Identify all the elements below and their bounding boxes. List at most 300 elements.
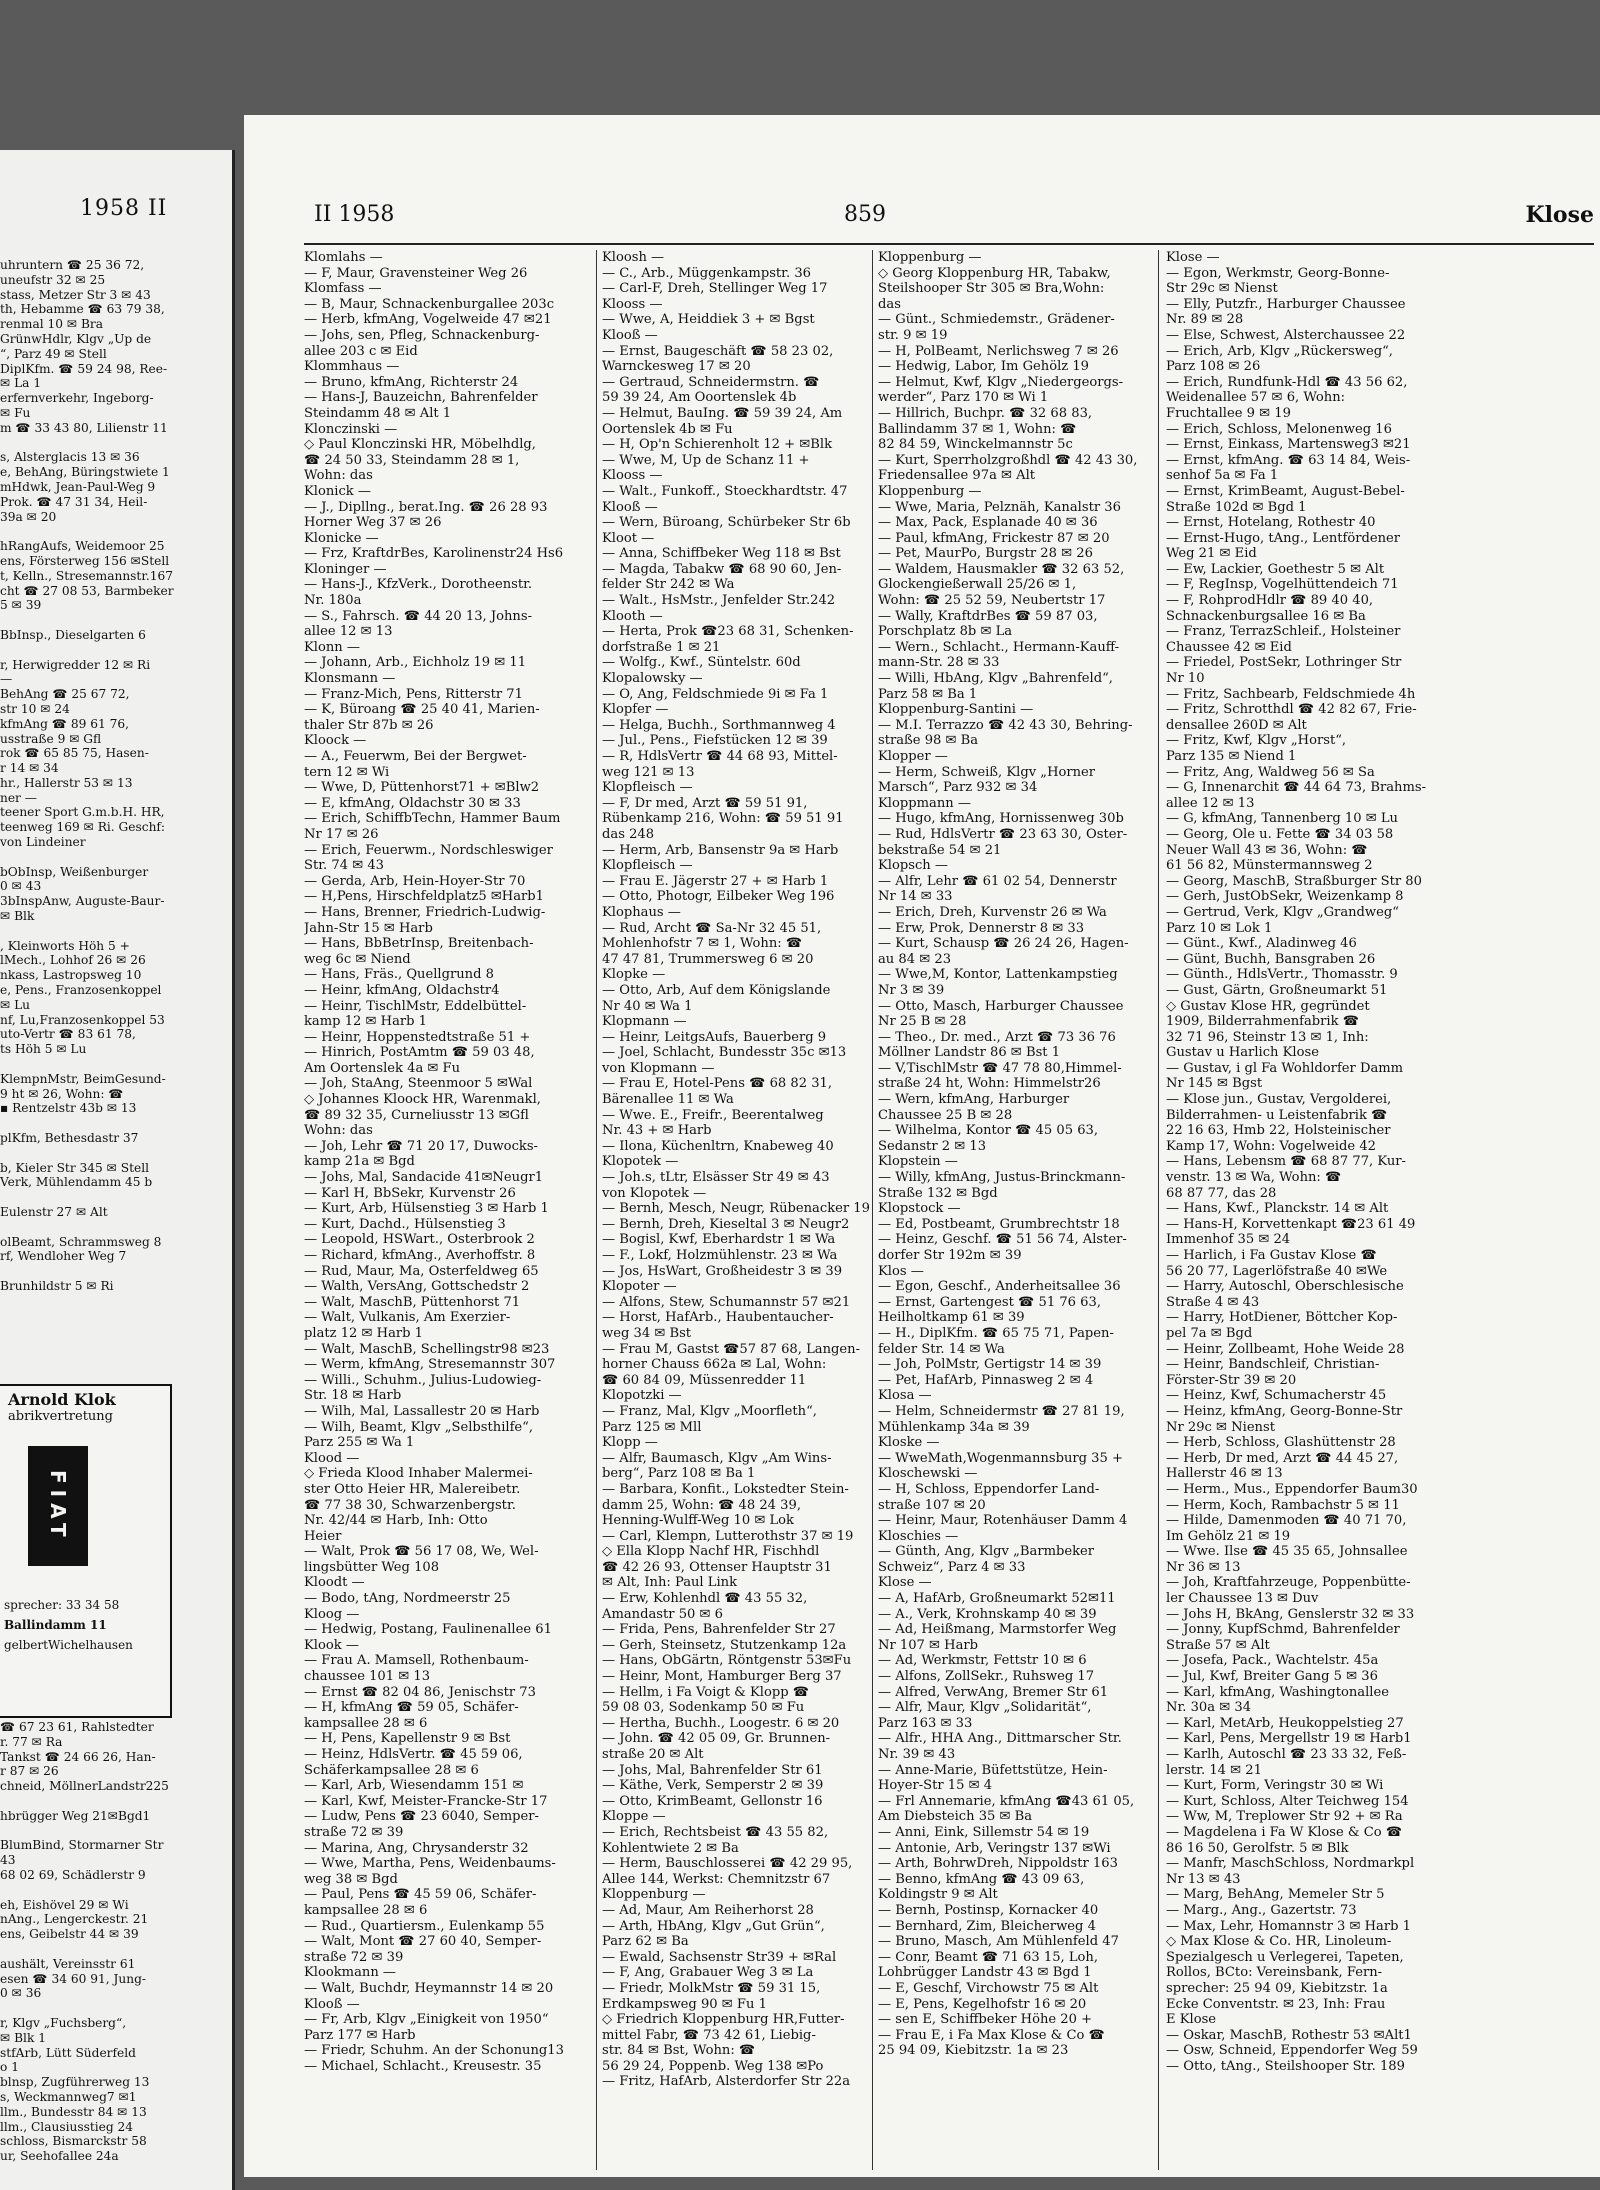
directory-entry-line: Klopalowsky —: [602, 671, 703, 687]
directory-entry-line: — Wwe, Maria, Pelznäh, Kanalstr 36: [878, 499, 1121, 515]
directory-entry-line: — Ernst-Hugo, tAng., Lentfördener: [1166, 530, 1401, 546]
directory-entry-line: — Helmut, BauIng. ☎ 59 39 24, Am: [602, 405, 843, 421]
directory-entry-line: — Hans, BbBetrInsp, Breitenbach-: [304, 936, 534, 952]
directory-entry-line: Kloock —: [304, 733, 367, 749]
directory-entry-line: Bärenallee 11 ✉ Wa: [602, 1092, 734, 1108]
directory-entry-line: — Carl-F, Dreh, Stellinger Weg 17: [602, 281, 828, 297]
directory-entry-line: — Johs, sen, Pfleg, Schnackenburg-: [304, 327, 540, 343]
directory-entry-line: Ecke Conventstr. ✉ 23, Inh: Frau: [1166, 1996, 1386, 2012]
directory-entry-line: — Fritz, Schrotthdl ☎ 42 82 67, Frie-: [1166, 702, 1417, 718]
directory-entry-line: — Karl H, BbSekr, Kurvenstr 26: [304, 1185, 516, 1201]
directory-entry-line: — Joh, Lehr ☎ 71 20 17, Duwocks-: [304, 1138, 538, 1154]
directory-entry-line: o 1: [0, 2060, 19, 2075]
directory-entry-line: uneufstr 32 ✉ 25: [0, 272, 106, 287]
directory-entry-line: Erdkampsweg 90 ✉ Fu 1: [602, 1996, 767, 2012]
directory-entry-line: Klopke —: [602, 967, 666, 983]
directory-entry-line: ☎ 60 84 09, Müssenredder 11: [602, 1372, 807, 1388]
directory-entry-line: — Erich, Feuerwm., Nordschleswiger: [304, 842, 553, 858]
directory-entry-line: das: [878, 296, 901, 312]
directory-entry-line: r 14 ✉ 34: [0, 761, 59, 776]
directory-entry-line: dorfstraße 1 ✉ 21: [602, 639, 721, 655]
directory-entry-line: ☎ 42 26 93, Ottenser Hauptstr 31: [602, 1559, 832, 1575]
directory-entry-line: 68 87 77, das 28: [1166, 1185, 1277, 1201]
directory-entry-line: — Marg, BehAng, Memeler Str 5: [1166, 1887, 1385, 1903]
directory-entry-line: Weidenallee 57 ✉ 6, Wohn:: [1166, 390, 1346, 406]
directory-entry-line: Klommhaus —: [304, 359, 400, 375]
directory-entry-line: ✉ La 1: [0, 376, 42, 391]
directory-entry-line: Klonczinski —: [304, 421, 398, 437]
directory-entry-line: ◇ Max Klose & Co. HR, Linoleum-: [1166, 1934, 1392, 1950]
directory-entry-line: werder“, Parz 170 ✉ Wi 1: [878, 390, 1049, 406]
directory-entry-line: — F, Maur, Gravensteiner Weg 26: [304, 265, 528, 281]
left-page-entries-bottom: [0, 1720, 225, 2164]
directory-entry-line: — Anna, Schiffbeker Weg 118 ✉ Bst: [602, 546, 841, 562]
directory-entry-line: Nr. 180a: [304, 593, 362, 609]
directory-entry-line: berg“, Parz 108 ✉ Ba 1: [602, 1466, 756, 1482]
directory-entry-line: str 10 ✉ 24: [0, 701, 70, 716]
directory-entry-line: — Karl, Arb, Wiesendamm 151 ✉: [304, 1778, 524, 1794]
directory-entry-line: Klopotzki —: [602, 1388, 682, 1404]
directory-entry-line: KlempnMstr, BeimGesund-: [0, 1071, 166, 1086]
directory-entry-line: Parz 255 ✉ Wa 1: [304, 1435, 415, 1451]
directory-entry-line: — F, Dr med, Arzt ☎ 59 51 91,: [602, 795, 808, 811]
directory-entry-line: — Ew, Lackier, Goethestr 5 ✉ Alt: [1166, 561, 1385, 577]
directory-entry-line: — Günt., Kwf., Aladinweg 46: [1166, 936, 1357, 952]
directory-entry-line: — Josefa, Pack., Wachtelstr. 45a: [1166, 1653, 1379, 1669]
directory-entry-line: Nr 145 ✉ Bgst: [1166, 1076, 1263, 1092]
directory-entry-line: — Helm, Schneidermstr ☎ 27 81 19,: [878, 1403, 1125, 1419]
directory-entry-line: esen ☎ 34 60 91, Jung-: [0, 1971, 146, 1986]
directory-entry-line: — Jonny, KupfSchmd, Bahrenfelder: [1166, 1622, 1400, 1638]
directory-entry-line: hr., Hallerstr 53 ✉ 13: [0, 775, 133, 790]
directory-entry-line: — Wwe,M, Kontor, Lattenkampstieg: [878, 967, 1118, 983]
directory-entry-line: [0, 524, 225, 539]
directory-entry-line: — Hillrich, Buchpr. ☎ 32 68 83,: [878, 405, 1093, 421]
directory-entry-line: Bilderrahmen- u Leistenfabrik ☎: [1166, 1107, 1388, 1123]
directory-entry-line: eh, Eishövel 29 ✉ Wi: [0, 1897, 129, 1912]
directory-entry-line: Am Diebsteich 35 ✉ Ba: [878, 1809, 1033, 1825]
directory-entry-line: — Kurt, Arb, Hülsenstieg 3 ✉ Harb 1: [304, 1201, 549, 1217]
ad-subtitle: abrikvertretung: [8, 1409, 113, 1424]
directory-entry-line: — Erich, Rundfunk-Hdl ☎ 43 56 62,: [1166, 374, 1408, 390]
directory-entry-line: Kloske —: [878, 1435, 940, 1451]
directory-entry-line: stass, Metzer Str 3 ✉ 43: [0, 287, 151, 302]
directory-entry-line: Klooss —: [602, 468, 663, 484]
directory-entry-line: kampsallee 28 ✉ 6: [304, 1715, 428, 1731]
directory-entry-line: — Karl, Kwf, Meister-Francke-Str 17: [304, 1793, 548, 1809]
directory-entry-line: — Fritz, Ang, Waldweg 56 ✉ Sa: [1166, 764, 1375, 780]
directory-entry-line: — WweMath,Wogenmannsburg 35 +: [878, 1450, 1123, 1466]
directory-entry-line: — Erich, Arb, Klgv „Rückersweg“,: [1166, 343, 1393, 359]
directory-entry-line: Hallerstr 46 ✉ 13: [1166, 1466, 1283, 1482]
directory-entry-line: — Fritz, Kwf, Klgv „Horst“,: [1166, 733, 1347, 749]
directory-entry-line: Marsch“, Parz 932 ✉ 34: [878, 780, 1038, 796]
directory-entry-line: ◇ Paul Klonczinski HR, Möbelhdlg,: [304, 437, 536, 453]
directory-entry-line: mann-Str. 28 ✉ 33: [878, 655, 1000, 671]
directory-entry-line: —: [0, 672, 13, 687]
directory-entry-line: — Kurt, Sperrholzgroßhdl ☎ 42 43 30,: [878, 452, 1138, 468]
directory-entry-line: weg 38 ✉ Bgd: [304, 1871, 398, 1887]
directory-entry-line: teener Sport G.m.b.H. HR,: [0, 805, 165, 820]
directory-entry-line: weg 6c ✉ Niend: [304, 951, 411, 967]
ad-phone: sprecher: 33 34 58: [4, 1598, 120, 1612]
left-page-header: 1958 II: [80, 196, 168, 221]
directory-entry-line: — Walt, MaschB, Schellingstr98 ✉23: [304, 1341, 550, 1357]
directory-entry-line: Nr. 30a ✉ 34: [1166, 1700, 1252, 1716]
directory-entry-line: allee 12 ✉ 13: [304, 624, 393, 640]
directory-entry-line: Klook —: [304, 1637, 359, 1653]
directory-entry-line: — Wern., Schlacht., Hermann-Kauff-: [878, 639, 1120, 655]
directory-entry-line: cht ☎ 27 08 53, Barmbeker: [0, 583, 174, 598]
directory-entry-line: — Karl, Pens, Mergellstr 19 ✉ Harb1: [1166, 1731, 1412, 1747]
directory-entry-line: — Heinr, LeitgsAufs, Bauerberg 9: [602, 1029, 827, 1045]
directory-entry-line: ens, Geibelstr 44 ✉ 39: [0, 1927, 139, 1942]
column-divider: [596, 250, 597, 2170]
directory-entry-line: — Arth, BohrwDreh, Nippoldstr 163: [878, 1856, 1118, 1872]
directory-entry-line: Weg 21 ✉ Eid: [1166, 546, 1257, 562]
directory-entry-line: Heier: [304, 1528, 342, 1544]
directory-entry-line: straße 72 ✉ 39: [304, 1949, 404, 1965]
directory-entry-line: Klooß —: [602, 499, 658, 515]
directory-entry-line: — Bogisl, Kwf, Eberhardstr 1 ✉ Wa: [602, 1232, 836, 1248]
directory-entry-line: Klopoter —: [602, 1279, 677, 1295]
directory-entry-line: Klopsch —: [878, 858, 948, 874]
directory-entry-line: — H, Schloss, Eppendorfer Land-: [878, 1481, 1100, 1497]
directory-entry-line: Klophaus —: [602, 904, 681, 920]
directory-entry-line: s, Alsterglacis 13 ✉ 36: [0, 450, 140, 465]
directory-entry-line: Klonicke —: [304, 530, 379, 546]
directory-entry-line: Neuer Wall 43 ✉ 36, Wohn: ☎: [1166, 842, 1368, 858]
directory-entry-line: Lohbrügger Landstr 43 ✉ Bgd 1: [878, 1965, 1092, 1981]
directory-entry-line: 25 94 09, Kiebitzstr. 1a ✉ 23: [878, 2043, 1069, 2059]
directory-entry-line: straße 98 ✉ Ba: [878, 733, 979, 749]
directory-entry-line: — Heinr, kfmAng, Oldachstr4: [304, 982, 500, 998]
directory-entry-line: — Johs, Mal, Sandacide 41✉Neugr1: [304, 1170, 544, 1186]
directory-entry-line: — Otto, Photogr, Eilbeker Weg 196: [602, 889, 835, 905]
directory-entry-line: Kloot —: [602, 530, 655, 546]
directory-entry-line: — Frau M, Gastst ☎57 87 68, Langen-: [602, 1341, 860, 1357]
directory-entry-line: Immenhof 35 ✉ 24: [1166, 1232, 1291, 1248]
directory-entry-line: — Gerh, JustObSekr, Weizenkamp 8: [1166, 889, 1404, 905]
directory-entry-line: — Alfons, ZollSekr., Ruhsweg 17: [878, 1669, 1095, 1685]
directory-entry-line: Parz 135 ✉ Niend 1: [1166, 749, 1297, 764]
directory-entry-line: teenweg 169 ✉ Ri. Geschf:: [0, 820, 166, 835]
directory-entry-line: — Benno, kfmAng ☎ 43 09 63,: [878, 1871, 1085, 1887]
directory-entry-line: — Bernh, Mesch, Neugr, Rübenacker 19: [602, 1201, 870, 1217]
directory-entry-line: straße 107 ✉ 20: [878, 1497, 986, 1513]
directory-entry-line: — Herb, Schloss, Glashüttenstr 28: [1166, 1435, 1396, 1451]
directory-entry-line: [0, 1220, 225, 1235]
directory-entry-line: — Wilh, Beamt, Klgv „Selbsthilfe“,: [304, 1419, 534, 1435]
directory-entry-line: — Gerda, Arb, Hein-Hoyer-Str 70: [304, 873, 526, 889]
directory-entry-line: Jahn-Str 15 ✉ Harb: [304, 920, 433, 936]
directory-entry-line: — Ad, Werkmstr, Fettstr 10 ✉ 6: [878, 1653, 1087, 1669]
directory-entry-line: Kloog —: [304, 1606, 360, 1622]
directory-entry-line: [0, 1116, 225, 1131]
directory-entry-line: — Walt, Prok ☎ 56 17 08, We, Wel-: [304, 1544, 539, 1560]
directory-entry-line: [0, 1190, 225, 1205]
directory-entry-line: Klopotek —: [602, 1154, 679, 1170]
directory-entry-line: Parz 108 ✉ 26: [1166, 359, 1261, 375]
directory-entry-line: — Wwe, D, Püttenhorst71 + ✉Blw2: [304, 780, 540, 796]
directory-entry-line: straße 24 ht, Wohn: Himmelstr26: [878, 1076, 1101, 1092]
directory-entry-line: BehAng ☎ 25 67 72,: [0, 687, 130, 702]
directory-entry-line: Straße 57 ✉ Alt: [1166, 1637, 1270, 1653]
directory-entry-line: Prok. ☎ 47 31 34, Heil-: [0, 494, 148, 509]
directory-entry-line: ◇ Georg Kloppenburg HR, Tabakw,: [878, 265, 1111, 281]
directory-entry-line: Friedensallee 97a ✉ Alt: [878, 468, 1036, 484]
directory-entry-line: — Herta, Prok ☎23 68 31, Schenken-: [602, 624, 854, 640]
directory-entry-line: — Karlh, Autoschl ☎ 23 33 32, Feß-: [1166, 1747, 1407, 1762]
page-header: [314, 202, 1594, 234]
directory-entry-line: ☎ 89 32 35, Curneliusstr 13 ✉Gfl: [304, 1107, 529, 1123]
directory-entry-line: — Günth, Ang, Klgv „Barmbeker: [878, 1544, 1095, 1560]
directory-entry-line: — Herm, Schweiß, Klgv „Horner: [878, 764, 1096, 780]
directory-entry-line: — Else, Schwest, Alsterchaussee 22: [1166, 327, 1406, 343]
directory-entry-line: Chaussee 42 ✉ Eid: [1166, 639, 1292, 655]
directory-entry-line: [0, 2001, 225, 2016]
directory-entry-line: — Horst, HafArb., Haubentaucher-: [602, 1310, 834, 1326]
directory-entry-line: — Franz, Mal, Klgv „Moorfleth“,: [602, 1403, 817, 1419]
directory-entry-line: — Arth, HbAng, Klgv „Gut Grün“,: [602, 1918, 825, 1934]
directory-entry-line: uhruntern ☎ 25 36 72,: [0, 258, 145, 272]
directory-entry-line: — Franz, TerrazSchleif., Holsteiner: [1166, 624, 1401, 640]
directory-entry-line: senhof 5a ✉ Fa 1: [1166, 468, 1279, 484]
directory-entry-line: — Ernst, Einkass, Martensweg3 ✉21: [1166, 437, 1411, 453]
directory-entry-line: — Walth, VersAng, Gottschedstr 2: [304, 1279, 530, 1295]
directory-entry-line: — Günth., HdlsVertr., Thomasstr. 9: [1166, 967, 1398, 983]
directory-entry-line: Nr 36 ✉ 13: [1166, 1559, 1241, 1575]
directory-entry-line: ◇ Gustav Klose HR, gegründet: [1166, 998, 1370, 1014]
directory-entry-line: Nr 10: [1166, 671, 1205, 687]
directory-entry-line: — Helmut, Kwf, Klgv „Niedergeorgs-: [878, 374, 1124, 390]
directory-entry-line: densallee 260D ✉ Alt: [1166, 717, 1307, 733]
directory-entry-line: 32 71 96, Steinstr 13 ✉ 1, Inh:: [1166, 1029, 1369, 1045]
directory-entry-line: von Klopotek —: [602, 1185, 707, 1201]
directory-entry-line: 0 ✉ 36: [0, 1986, 42, 2001]
directory-entry-line: 59 08 03, Sodenkamp 50 ✉ Fu: [602, 1700, 805, 1716]
directory-entry-line: — Alfr, Maur, Klgv „Solidarität“,: [878, 1700, 1092, 1716]
directory-column-2: [602, 250, 892, 2170]
directory-entry-line: nAng., Lengerckestr. 21: [0, 1912, 149, 1927]
directory-entry-line: — Max, Pack, Esplanade 40 ✉ 36: [878, 515, 1098, 531]
directory-entry-line: chaussee 101 ✉ 13: [304, 1669, 431, 1685]
directory-entry-line: von Klopmann —: [602, 1060, 715, 1076]
directory-entry-line: — Karl, kfmAng, Washingtonallee: [1166, 1684, 1389, 1700]
directory-entry-line: — M.I. Terrazzo ☎ 42 43 30, Behring-: [878, 717, 1133, 733]
directory-entry-line: GrünwHdlr, Klgv „Up de: [0, 331, 152, 346]
directory-entry-line: — Jul., Pens., Fiefstücken 12 ✉ 39: [602, 733, 828, 749]
directory-entry-line: — A., Feuerwm, Bei der Bergwet-: [304, 749, 527, 764]
directory-entry-line: — Marg., Ang., Gazertstr. 73: [1166, 1902, 1357, 1918]
directory-entry-line: r. 77 ✉ Ra: [0, 1734, 63, 1749]
directory-entry-line: Amandastr 50 ✉ 6: [602, 1606, 723, 1622]
directory-entry-line: — Hedwig, Labor, Im Gehölz 19: [878, 359, 1090, 375]
directory-entry-line: — G, kfmAng, Tannenberg 10 ✉ Lu: [1166, 811, 1398, 827]
directory-entry-line: — Barbara, Konfit., Lokstedter Stein-: [602, 1481, 849, 1497]
directory-entry-line: Nr 3 ✉ 39: [878, 982, 945, 998]
directory-entry-line: Wohn: das: [304, 468, 373, 484]
directory-entry-line: Mühlenkamp 34a ✉ 39: [878, 1419, 1030, 1435]
directory-entry-line: — Herb, kfmAng, Vogelweide 47 ✉21: [304, 312, 552, 328]
directory-entry-line: [0, 1264, 225, 1279]
directory-entry-line: [0, 643, 225, 658]
directory-entry-line: 1909, Bilderrahmenfabrik ☎: [1166, 1014, 1360, 1030]
directory-entry-line: ner —: [0, 790, 37, 805]
directory-entry-line: — C., Arb., Müggenkampstr. 36: [602, 265, 811, 281]
directory-entry-line: — Bernhard, Zim, Bleicherweg 4: [878, 1918, 1096, 1934]
directory-entry-line: — Joh, PolMstr, Gertigstr 14 ✉ 39: [878, 1357, 1102, 1373]
directory-entry-line: — Heinr, Mont, Hamburger Berg 37: [602, 1669, 842, 1685]
directory-entry-line: — E, Geschf, Virchowstr 75 ✉ Alt: [878, 1980, 1099, 1996]
directory-entry-line: — Hans, Fräs., Quellgrund 8: [304, 967, 494, 983]
directory-entry-line: m ☎ 33 43 80, Lilienstr 11: [0, 420, 168, 435]
directory-entry-line: Kloppenburg-Santini —: [878, 702, 1034, 718]
directory-entry-line: BlumBind, Stormarner Str: [0, 1838, 164, 1853]
directory-entry-line: Klooss —: [602, 296, 663, 312]
directory-entry-line: Fruchtallee 9 ✉ 19: [1166, 405, 1291, 421]
directory-entry-line: Warnckesweg 17 ✉ 20: [602, 359, 751, 375]
directory-entry-line: — Pet, MaurPo, Burgstr 28 ✉ 26: [878, 546, 1093, 562]
directory-entry-line: 56 20 77, Lagerlöfstraße 40 ✉We: [1166, 1263, 1388, 1279]
directory-entry-line: hRangAufs, Weidemoor 25: [0, 539, 165, 554]
directory-entry-line: — Antonie, Arb, Veringstr 137 ✉Wi: [878, 1840, 1111, 1856]
directory-entry-line: — Willi., Schuhm., Julius-Ludowieg-: [304, 1372, 542, 1388]
directory-entry-line: — Karl, MetArb, Heukoppelstieg 27: [1166, 1715, 1404, 1731]
directory-entry-line: — H., DiplKfm. ☎ 65 75 71, Papen-: [878, 1325, 1114, 1341]
fiat-logo: FIAT: [28, 1446, 88, 1566]
directory-entry-line: — Heinr, Maur, Rotenhäuser Damm 4: [878, 1513, 1128, 1529]
directory-entry-line: stfArb, Lütt Süderfeld: [0, 2045, 136, 2060]
directory-entry-line: llm., Clausiusstieg 24: [0, 2119, 134, 2134]
directory-entry-line: Kloppe —: [602, 1809, 666, 1825]
directory-entry-line: — Hans-H, Korvettenkapt ☎23 61 49: [1166, 1216, 1416, 1232]
directory-entry-line: aushält, Vereinsstr 61: [0, 1956, 136, 1971]
directory-entry-line: — Walt, Mont ☎ 27 60 40, Semper-: [304, 1934, 542, 1950]
directory-entry-line: Spezialgesch u Verlegerei, Tapeten,: [1166, 1949, 1404, 1965]
directory-entry-line: — Otto, Masch, Harburger Chaussee: [878, 998, 1124, 1014]
directory-entry-line: — Willi, HbAng, Klgv „Bahrenfeld“,: [878, 671, 1113, 687]
directory-entry-line: 3bInspAnw, Auguste-Baur-: [0, 894, 165, 909]
directory-entry-line: — G, Innenarchit ☎ 44 64 73, Brahms-: [1166, 780, 1427, 796]
directory-entry-line: 22 16 63, Hmb 22, Holsteinischer: [1166, 1123, 1391, 1139]
directory-entry-line: — Walt., Funkoff., Stoeckhardtstr. 47: [602, 483, 848, 499]
directory-entry-line: Wohn: ☎ 25 52 59, Neubertstr 17: [878, 593, 1106, 609]
directory-entry-line: — Frz, KraftdrBes, Karolinenstr24 Hs6: [304, 546, 564, 562]
directory-entry-line: ◇ Ella Klopp Nachf HR, Fischhdl: [602, 1544, 820, 1560]
directory-entry-line: Henning-Wulff-Weg 10 ✉ Lok: [602, 1513, 794, 1529]
directory-entry-line: 61 56 82, Münstermannsweg 2: [1166, 858, 1373, 874]
directory-entry-line: Nr 40 ✉ Wa 1: [602, 998, 693, 1014]
directory-entry-line: — Wern, Büroang, Schürbeker Str 6b: [602, 515, 851, 531]
directory-entry-line: Allee 144, Werkst: Chemnitzstr 67: [602, 1871, 831, 1887]
directory-entry-line: ◇ Frieda Klood Inhaber Malermei-: [304, 1466, 533, 1482]
directory-entry-line: — Walt., HsMstr., Jenfelder Str.242: [602, 593, 836, 609]
directory-entry-line: Nr. 42/44 ✉ Harb, Inh: Otto: [304, 1513, 488, 1529]
directory-entry-line: — Ewald, Sachsenstr Str39 + ✉Ral: [602, 1949, 837, 1965]
directory-entry-line: — E, kfmAng, Oldachstr 30 ✉ 33: [304, 795, 521, 811]
directory-entry-line: — Hans, Kwf., Planckstr. 14 ✉ Alt: [1166, 1201, 1389, 1217]
directory-entry-line: [0, 850, 225, 865]
directory-entry-line: ◇ Johannes Kloock HR, Warenmakl,: [304, 1092, 541, 1108]
directory-entry-line: Gustav u Harlich Klose: [1166, 1045, 1319, 1061]
directory-entry-line: dorfer Str 192m ✉ 39: [878, 1248, 1022, 1263]
directory-entry-line: — Herm., Mus., Eppendorfer Baum30: [1166, 1481, 1418, 1497]
directory-entry-line: blnsp, Zugführerweg 13: [0, 2075, 150, 2090]
directory-entry-line: — Ernst, Hotelang, Rothestr 40: [1166, 515, 1376, 531]
directory-entry-line: Kloodt —: [304, 1575, 365, 1591]
directory-entry-line: Parz 177 ✉ Harb: [304, 2027, 416, 2043]
directory-entry-line: DiplKfm. ☎ 59 24 98, Ree-: [0, 361, 168, 376]
directory-entry-line: Kloschewski —: [878, 1466, 978, 1482]
directory-entry-line: Straße 4 ✉ 43: [1166, 1294, 1260, 1310]
directory-entry-line: th, Hebamme ☎ 63 79 38,: [0, 302, 165, 317]
directory-entry-line: — Alfred, VerwAng, Bremer Str 61: [878, 1684, 1109, 1700]
directory-entry-line: — Waldem, Hausmakler ☎ 32 63 52,: [878, 561, 1125, 577]
directory-entry-line: BbInsp., Dieselgarten 6: [0, 627, 146, 642]
directory-entry-line: Ballindamm 37 ✉ 1, Wohn: ☎: [878, 421, 1077, 437]
directory-entry-line: — H, kfmAng ☎ 59 05, Schäfer-: [304, 1700, 519, 1716]
directory-entry-line: Klonick —: [304, 483, 371, 499]
directory-entry-line: — Heinr, Bandschleif, Christian-: [1166, 1357, 1380, 1373]
directory-entry-line: ▪ Rentzelstr 43b ✉ 13: [0, 1101, 137, 1116]
directory-entry-line: Klopstock —: [878, 1201, 961, 1217]
directory-entry-line: Klopfleisch —: [602, 780, 693, 796]
directory-entry-line: ✉ Blk 1: [0, 2030, 46, 2045]
directory-entry-line: usstraße 9 ✉ Gfl: [0, 731, 102, 746]
directory-entry-line: 43: [0, 1853, 16, 1868]
page-number: 859: [844, 202, 886, 227]
directory-entry-line: Nr. 89 ✉ 28: [1166, 312, 1244, 328]
directory-entry-line: Kloppenburg —: [602, 1887, 706, 1903]
directory-entry-line: — Erich, Dreh, Kurvenstr 26 ✉ Wa: [878, 904, 1107, 920]
directory-entry-line: — E, Pens, Kegelhofstr 16 ✉ 20: [878, 1996, 1087, 2012]
directory-entry-line: lerstr. 14 ✉ 21: [1166, 1762, 1262, 1778]
directory-entry-line: [0, 1883, 225, 1898]
directory-entry-line: Kamp 17, Wohn: Vogelweide 42: [1166, 1138, 1376, 1154]
directory-entry-line: — Harlich, i Fa Gustav Klose ☎: [1166, 1248, 1377, 1263]
directory-entry-line: Klopfleisch —: [602, 858, 693, 874]
directory-entry-line: Parz 125 ✉ Mll: [602, 1419, 702, 1435]
directory-entry-line: — Hedwig, Postang, Faulinenallee 61: [304, 1622, 552, 1638]
directory-entry-line: — Ernst, KrimBeamt, August-Bebel-: [1166, 483, 1405, 499]
directory-entry-line: — Rud, Maur, Ma, Osterfeldweg 65: [304, 1263, 539, 1279]
directory-entry-line: 56 29 24, Poppenb. Weg 138 ✉Po: [602, 2058, 824, 2074]
directory-entry-line: — Erich, Rechtsbeist ☎ 43 55 82,: [602, 1824, 829, 1840]
directory-entry-line: rok ☎ 65 85 75, Hasen-: [0, 746, 149, 761]
directory-entry-line: — Paul, Pens ☎ 45 59 06, Schäfer-: [304, 1887, 537, 1903]
directory-page: [244, 115, 1600, 2177]
directory-entry-line: Brunhildstr 5 ✉ Ri: [0, 1278, 114, 1293]
directory-entry-line: 0 ✉ 43: [0, 879, 42, 894]
directory-entry-line: — Fr, Arb, Klgv „Einigkeit von 1950“: [304, 2012, 549, 2028]
directory-entry-line: — B, Maur, Schnackenburgallee 203c: [304, 296, 555, 312]
directory-entry-line: allee 203 c ✉ Eid: [304, 343, 418, 359]
directory-entry-line: Koldingstr 9 ✉ Alt: [878, 1887, 998, 1903]
directory-entry-line: felder Str. 14 ✉ Wa: [878, 1341, 1005, 1357]
directory-column-1: [304, 250, 594, 2170]
directory-entry-line: — Heinz, Geschf. ☎ 51 56 74, Alster-: [878, 1232, 1127, 1248]
directory-entry-line: — Gustav, i gl Fa Wohldorfer Damm: [1166, 1060, 1404, 1076]
directory-entry-line: — S., Fahrsch. ☎ 44 20 13, Johns-: [304, 608, 532, 624]
directory-entry-line: 86 16 50, Gerolfstr. 5 ✉ Blk: [1166, 1840, 1349, 1856]
directory-entry-line: — Harry, Autoschl, Oberschlesische: [1166, 1279, 1404, 1295]
directory-entry-line: — Johann, Arb., Eichholz 19 ✉ 11: [304, 655, 527, 671]
left-page-entries-top: [0, 258, 225, 1294]
directory-entry-line: 68 02 69, Schädlerstr 9: [0, 1867, 146, 1882]
directory-entry-line: — Wolfg., Kwf., Süntelstr. 60d: [602, 655, 801, 671]
directory-entry-line: — Otto, Arb, Auf dem Königslande: [602, 982, 831, 998]
